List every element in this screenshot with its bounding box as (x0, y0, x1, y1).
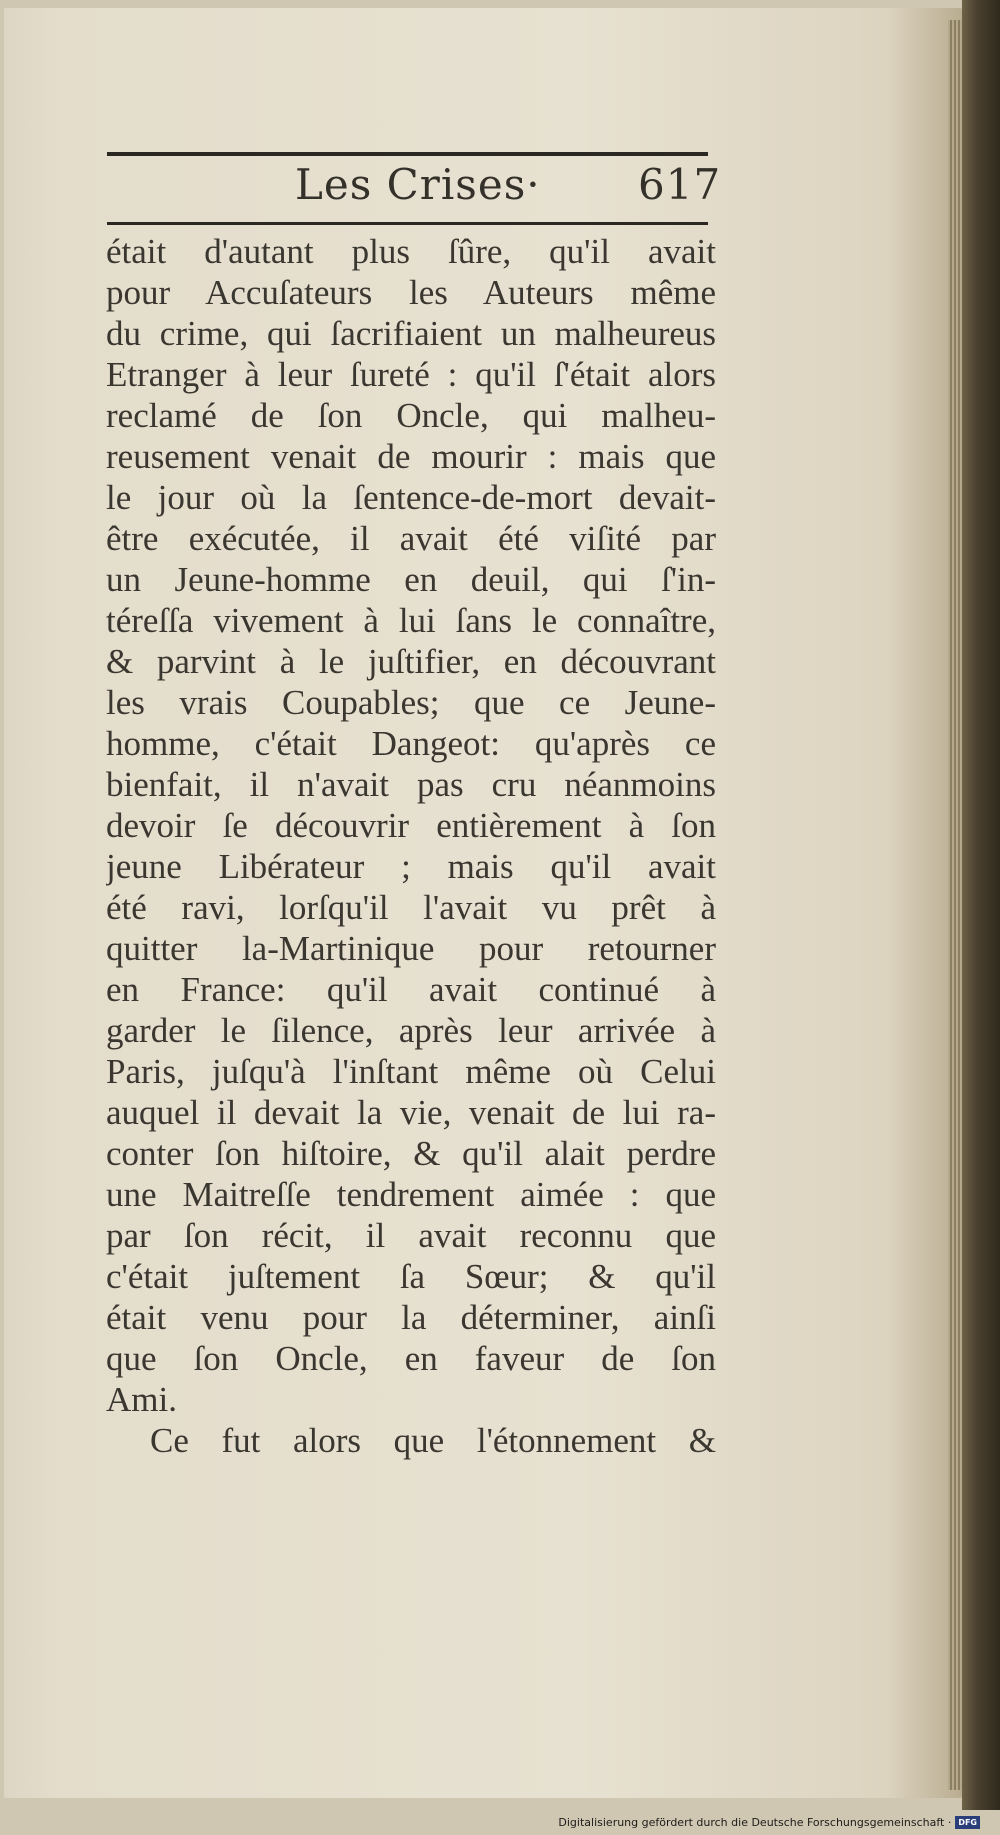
text-line: Ce fut alors que l'étonnement & (150, 1421, 716, 1460)
text-line: garder le ſilence, après leur arrivée à (106, 1011, 716, 1050)
text-line: par ſon récit, il avait reconnu que (106, 1216, 716, 1255)
text-line: être exécutée, il avait été viſité par (106, 519, 716, 558)
text-line: quitter la-Martinique pour retourner (106, 929, 716, 968)
text-line: du crime, qui ſacrifiaient un malheureus (106, 314, 716, 353)
text-line: Etranger à leur ſureté : qu'il ſ'était alors (106, 355, 716, 394)
running-title: Les Crises· (295, 160, 541, 209)
text-line: bienfait, il n'avait pas cru néanmoins (106, 765, 716, 804)
text-line: devoir ſe découvrir entièrement à ſon (106, 806, 716, 845)
text-line: homme, c'était Dangeot: qu'après ce (106, 724, 716, 763)
text-line: que ſon Oncle, en faveur de ſon (106, 1339, 716, 1378)
text-line: Ami. (106, 1380, 177, 1419)
text-line: auquel il devait la vie, venait de lui ra- (106, 1093, 716, 1132)
text-line: conter ſon hiſtoire, & qu'il alait perdre (106, 1134, 716, 1173)
text-line: les vrais Coupables; que ce Jeune- (106, 683, 716, 722)
credit-text: Digitalisierung gefördert durch die Deutsche Forschungsgemeinschaft · (558, 1816, 952, 1829)
text-line: une Maitreſſe tendrement aimée : que (106, 1175, 716, 1214)
book-spine-edge (962, 0, 1000, 1810)
page-number: 617 (638, 160, 722, 209)
text-line: reusement venait de mourir : mais que (106, 437, 716, 476)
text-line: était d'autant plus ſûre, qu'il avait (106, 232, 716, 271)
text-line: téreſſa vivement à lui ſans le connaître, (106, 601, 716, 640)
page-stack-edge (948, 20, 962, 1790)
body-text (106, 231, 716, 1461)
text-line: un Jeune-homme en deuil, qui ſ'in- (106, 560, 716, 599)
text-line: jeune Libérateur ; mais qu'il avait (106, 847, 716, 886)
text-line: été ravi, lorſqu'il l'avait vu prêt à (106, 888, 716, 927)
header-rule-bottom (107, 222, 708, 225)
text-line: le jour où la ſentence-de-mort devait- (106, 478, 716, 517)
text-line: reclamé de ſon Oncle, qui malheu- (106, 396, 716, 435)
dfg-logo: DFG (955, 1816, 980, 1829)
text-line: c'était juſtement ſa Sœur; & qu'il (106, 1257, 716, 1296)
text-line: était venu pour la déterminer, ainſi (106, 1298, 716, 1337)
text-line: en France: qu'il avait continué à (106, 970, 716, 1009)
header-rule-top (107, 152, 708, 156)
text-line: pour Accuſateurs les Auteurs même (106, 273, 716, 312)
digitization-credit (558, 1816, 980, 1829)
text-line: Paris, juſqu'à l'inſtant même où Celui (106, 1052, 716, 1091)
text-line: & parvint à le juſtifier, en découvrant (106, 642, 716, 681)
